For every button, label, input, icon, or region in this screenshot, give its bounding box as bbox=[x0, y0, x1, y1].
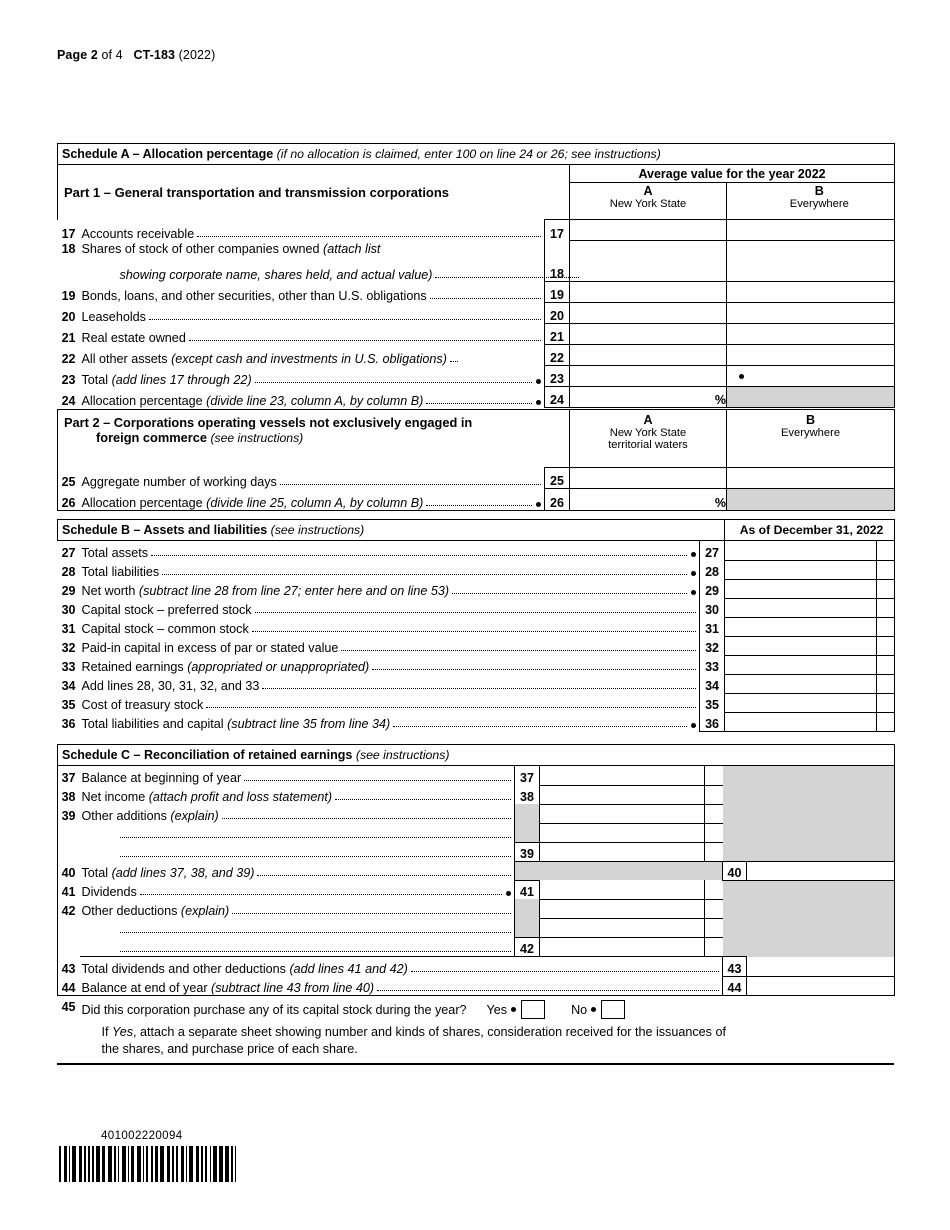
line-19-box: 19 bbox=[545, 282, 570, 303]
line-42-input-2[interactable] bbox=[540, 918, 705, 937]
line-33-input[interactable] bbox=[725, 655, 877, 674]
line-33-box: 33 bbox=[700, 655, 725, 674]
line-24-number: 24 bbox=[61, 393, 76, 408]
line-32-gutter bbox=[877, 636, 895, 655]
line-21-input-b[interactable] bbox=[745, 324, 895, 345]
line-18-label: Shares of stock of other companies owned (attach list bbox=[81, 241, 381, 256]
line-33-number: 33 bbox=[61, 660, 76, 674]
col-b-letter: B bbox=[814, 184, 824, 198]
line-22-input-a[interactable] bbox=[570, 345, 727, 366]
line-20-input-b[interactable] bbox=[745, 303, 895, 324]
col-b-sub: Everywhere bbox=[789, 198, 849, 210]
line-36-gutter bbox=[877, 712, 895, 731]
line-28-bullet bbox=[691, 571, 696, 576]
line-38-number: 38 bbox=[58, 785, 80, 804]
line-41-box: 41 bbox=[515, 880, 540, 899]
page-header bbox=[57, 48, 215, 62]
line-19-gutter bbox=[727, 282, 745, 303]
line-42-gutter-3 bbox=[705, 937, 723, 957]
part2-title-line1: Part 2 – Corporations operating vessels not exclusively engaged in bbox=[64, 415, 473, 430]
line-36-box: 36 bbox=[700, 712, 725, 731]
line-29-bullet bbox=[691, 590, 696, 595]
schedule-b-title-bar bbox=[58, 520, 725, 541]
part2-col-a-sub2: territorial waters bbox=[608, 439, 688, 451]
line-23-col-b-bullet bbox=[739, 374, 744, 379]
line-21-box: 21 bbox=[545, 324, 570, 345]
line-25-label: Aggregate number of working days bbox=[81, 474, 277, 489]
line-35-gutter bbox=[877, 693, 895, 712]
line-24-input-a[interactable] bbox=[570, 387, 727, 408]
line-45-number: 45 bbox=[61, 1000, 76, 1014]
schedule-b-title: Schedule B – Assets and liabilities bbox=[62, 523, 268, 537]
line-29-box: 29 bbox=[700, 579, 725, 598]
line-23-input-b[interactable] bbox=[745, 366, 895, 387]
line-23-number: 23 bbox=[61, 372, 76, 387]
page-of-label: of 4 bbox=[101, 48, 123, 62]
line-39-box-shade-2 bbox=[515, 823, 540, 842]
line-20-label: Leaseholds bbox=[81, 309, 146, 324]
line-45-yes-checkbox[interactable] bbox=[521, 1000, 545, 1019]
line-22-gutter bbox=[727, 345, 745, 366]
line-28-gutter bbox=[877, 560, 895, 579]
line-39-gutter-1 bbox=[705, 804, 723, 823]
line-36-input[interactable] bbox=[725, 712, 877, 731]
barcode-number: 401002220094 bbox=[101, 1130, 183, 1142]
line-34-number: 34 bbox=[61, 679, 76, 693]
page-number-label: Page 2 bbox=[57, 48, 98, 62]
line-38-label: Net income (attach profit and loss statement) bbox=[81, 790, 333, 804]
line-30-box: 30 bbox=[700, 598, 725, 617]
line-37-input[interactable] bbox=[540, 766, 705, 786]
line-20-input-a[interactable] bbox=[570, 303, 727, 324]
line-31-number: 31 bbox=[61, 622, 76, 636]
line-29-label-cell bbox=[80, 579, 700, 598]
line-25-box: 25 bbox=[545, 468, 570, 489]
line-24-box: 24 bbox=[545, 387, 570, 408]
schedule-a-title-bar bbox=[58, 144, 895, 165]
line-27-gutter bbox=[877, 541, 895, 561]
line-20-label-cell bbox=[80, 303, 545, 324]
line-31-input[interactable] bbox=[725, 617, 877, 636]
line-37-number: 37 bbox=[58, 766, 80, 786]
line-24-bullet bbox=[536, 400, 541, 405]
line-40-input[interactable] bbox=[747, 861, 895, 880]
line-42-input-1[interactable] bbox=[540, 899, 705, 918]
line-23-input-a[interactable] bbox=[570, 366, 727, 387]
line-26-input-a[interactable] bbox=[570, 489, 727, 511]
line-26-number: 26 bbox=[58, 489, 80, 511]
line-43-input[interactable] bbox=[747, 957, 895, 977]
line-19-label-cell bbox=[80, 282, 545, 303]
col-a-header bbox=[570, 183, 727, 220]
line-29-input[interactable] bbox=[725, 579, 877, 598]
line-30-label-cell bbox=[80, 598, 700, 617]
line-27-label: Total assets bbox=[81, 546, 148, 560]
col-b-header bbox=[745, 183, 895, 220]
line-35-number: 35 bbox=[61, 698, 76, 712]
line-42-box-shade-2 bbox=[515, 918, 540, 937]
part2-col-b-header bbox=[727, 410, 895, 468]
schedule-c-title-note: (see instructions) bbox=[355, 748, 450, 762]
line-25-label-cell bbox=[80, 468, 545, 489]
line-42-input-3[interactable] bbox=[540, 937, 705, 957]
line-35-box: 35 bbox=[700, 693, 725, 712]
line-30-number: 30 bbox=[61, 603, 76, 617]
line-41-number: 41 bbox=[58, 880, 80, 899]
schedule-a-title: Schedule A – Allocation percentage bbox=[62, 147, 274, 161]
line-19-input-a[interactable] bbox=[570, 282, 727, 303]
line-28-input[interactable] bbox=[725, 560, 877, 579]
part1-title-cell bbox=[58, 165, 570, 220]
line-21-gutter bbox=[727, 324, 745, 345]
line-40-shade-3 bbox=[705, 861, 723, 880]
line-38-input[interactable] bbox=[540, 785, 705, 804]
line-22-input-b[interactable] bbox=[745, 345, 895, 366]
line-19-number: 19 bbox=[61, 288, 76, 303]
line-42-gutter-2 bbox=[705, 918, 723, 937]
line-33-label-cell bbox=[80, 655, 700, 674]
line-25-input-b[interactable] bbox=[727, 468, 895, 489]
line-42-label-cell bbox=[80, 899, 515, 918]
line-32-input[interactable] bbox=[725, 636, 877, 655]
lines-37-39-shaded-right bbox=[747, 766, 895, 862]
line-34-label-cell bbox=[80, 674, 700, 693]
line-45-yes-bullet bbox=[511, 1007, 516, 1012]
line-41-label-cell bbox=[80, 880, 515, 899]
line-39-fill-cell-2[interactable] bbox=[80, 823, 515, 842]
schedule-c-title: Schedule C – Reconciliation of retained earnings bbox=[62, 748, 353, 762]
line-39-number: 39 bbox=[58, 804, 80, 823]
line-25-number: 25 bbox=[58, 468, 80, 489]
line-17-gutter bbox=[727, 220, 745, 241]
line-39-input-1[interactable] bbox=[540, 804, 705, 823]
line-27-box: 27 bbox=[700, 541, 725, 561]
line-39-gutter-3 bbox=[705, 842, 723, 861]
part2-title-cell bbox=[58, 410, 570, 468]
line-43-label: Total dividends and other deductions (add lines 41 and 42) bbox=[81, 962, 408, 976]
line-19-label: Bonds, loans, and other securities, other than U.S. obligations bbox=[81, 288, 427, 303]
line-43-box: 43 bbox=[723, 957, 747, 977]
part2-col-a-header bbox=[570, 410, 727, 468]
line-24-label: Allocation percentage (divide line 23, column A, by column B) bbox=[81, 393, 424, 408]
line-45-label: Did this corporation purchase any of its capital stock during the year? bbox=[81, 1002, 467, 1017]
line-32-label: Paid-in capital in excess of par or stated value bbox=[81, 641, 339, 655]
line-44-label: Balance at end of year (subtract line 43 from line 40) bbox=[81, 981, 375, 995]
line-34-input[interactable] bbox=[725, 674, 877, 693]
schedule-c-title-bar bbox=[58, 745, 895, 766]
line-26-bullet bbox=[536, 502, 541, 507]
line-31-label-cell bbox=[80, 617, 700, 636]
form-year: (2022) bbox=[178, 48, 216, 62]
line-24-shaded-gutter bbox=[727, 387, 745, 408]
avg-value-header: Average value for the year 2022 bbox=[570, 165, 895, 183]
line-42-label: Other deductions (explain) bbox=[81, 904, 230, 918]
line-28-label: Total liabilities bbox=[81, 565, 160, 579]
line-18-label-cell-2 bbox=[80, 261, 545, 282]
line-34-gutter bbox=[877, 674, 895, 693]
line-28-number: 28 bbox=[61, 565, 76, 579]
line-24-percent-sign: % bbox=[714, 393, 726, 407]
line-40-shade-2 bbox=[540, 861, 705, 880]
line-44-number: 44 bbox=[58, 976, 80, 996]
schedule-a-title-note: (if no allocation is claimed, enter 100 on line 24 or 26; see instructions) bbox=[276, 147, 661, 161]
line-45-no-label: No bbox=[571, 1002, 588, 1017]
barcode-image bbox=[59, 1146, 239, 1182]
line-22-box: 22 bbox=[545, 345, 570, 366]
line-20-number: 20 bbox=[61, 309, 76, 324]
line-35-label-cell bbox=[80, 693, 700, 712]
line-36-bullet bbox=[691, 723, 696, 728]
line-36-number: 36 bbox=[61, 717, 76, 731]
line-27-label-cell bbox=[80, 541, 700, 561]
line-31-gutter bbox=[877, 617, 895, 636]
line-39-box-shade-1 bbox=[515, 804, 540, 823]
line-39-label: Other additions (explain) bbox=[81, 809, 219, 823]
line-36-label-cell bbox=[80, 712, 700, 731]
line-27-bullet bbox=[691, 552, 696, 557]
line-34-label: Add lines 28, 30, 31, 32, and 33 bbox=[81, 679, 260, 693]
part2-col-b-sub: Everywhere bbox=[780, 427, 841, 439]
line-41-bullet bbox=[506, 891, 511, 896]
line-32-number: 32 bbox=[61, 641, 76, 655]
col-a-sub: New York State bbox=[609, 198, 687, 210]
line-35-label: Cost of treasury stock bbox=[81, 698, 204, 712]
schedule-a-part1 bbox=[57, 143, 894, 408]
lines-37-39-shaded-left bbox=[723, 766, 747, 862]
schedule-b-asof: As of December 31, 2022 bbox=[725, 520, 895, 541]
line-40-shade-1 bbox=[515, 861, 540, 880]
line-21-input-a[interactable] bbox=[570, 324, 727, 345]
line-45-note-1: If Yes, attach a separate sheet showing number and kinds of shares, consideration received for the issuances of bbox=[101, 1025, 726, 1039]
line-29-label: Net worth (subtract line 28 from line 27; enter here and on line 53) bbox=[81, 584, 450, 598]
line-21-number: 21 bbox=[61, 330, 76, 345]
col-a-letter: A bbox=[643, 184, 653, 198]
line-17-label: Accounts receivable bbox=[81, 226, 195, 241]
form-code: CT-183 bbox=[133, 48, 176, 62]
part2-col-b-letter: B bbox=[805, 413, 816, 427]
part1-title: Part 1 – General transportation and transmission corporations bbox=[64, 184, 450, 200]
schedule-a-part2 bbox=[57, 409, 894, 511]
line-41-gutter bbox=[705, 880, 723, 899]
line-42-box-shade-1 bbox=[515, 899, 540, 918]
line-26-label: Allocation percentage (divide line 25, column A, by column B) bbox=[81, 495, 424, 510]
line-40-label-cell bbox=[80, 861, 515, 880]
line-35-input[interactable] bbox=[725, 693, 877, 712]
line-23-bullet bbox=[536, 379, 541, 384]
line-17-input-a[interactable] bbox=[570, 220, 727, 241]
line-32-label-cell bbox=[80, 636, 700, 655]
line-45-cell bbox=[80, 996, 895, 1020]
line-39-box: 39 bbox=[515, 842, 540, 861]
lines-41-42-shaded-right bbox=[747, 880, 895, 957]
line-18-input-b[interactable] bbox=[745, 241, 895, 282]
line-31-label: Capital stock – common stock bbox=[81, 622, 249, 636]
line-25-input-a[interactable] bbox=[570, 468, 727, 489]
line-23-label-cell bbox=[80, 366, 545, 387]
lines-41-42-shaded-left bbox=[723, 880, 747, 957]
schedule-b-title-note: (see instructions) bbox=[270, 523, 365, 537]
line-30-gutter bbox=[877, 598, 895, 617]
line-29-gutter bbox=[877, 579, 895, 598]
line-45-yes-label: Yes bbox=[486, 1002, 508, 1017]
line-45-no-checkbox[interactable] bbox=[601, 1000, 625, 1019]
line-18-number: 18 bbox=[61, 241, 76, 256]
line-42-gutter-1 bbox=[705, 899, 723, 918]
line-18-gutter bbox=[727, 241, 745, 282]
line-38-gutter bbox=[705, 785, 723, 804]
line-45-note-cell bbox=[80, 1019, 895, 1056]
line-39-input-2[interactable] bbox=[540, 823, 705, 842]
line-18-input-a[interactable] bbox=[570, 241, 727, 282]
line-38-box: 38 bbox=[515, 785, 540, 804]
line-24-shaded-b bbox=[745, 387, 895, 408]
schedule-c bbox=[57, 744, 894, 1056]
line-17-input-b[interactable] bbox=[745, 220, 895, 241]
line-21-label: Real estate owned bbox=[81, 330, 186, 345]
line-37-gutter bbox=[705, 766, 723, 786]
line-40-box: 40 bbox=[723, 861, 747, 880]
line-30-label: Capital stock – preferred stock bbox=[81, 603, 252, 617]
line-21-label-cell bbox=[80, 324, 545, 345]
line-42-fill-cell-2[interactable] bbox=[80, 918, 515, 937]
line-30-input[interactable] bbox=[725, 598, 877, 617]
line-39-fill-cell-3[interactable] bbox=[80, 842, 515, 861]
line-29-number: 29 bbox=[61, 584, 76, 598]
line-23-label: Total (add lines 17 through 22) bbox=[81, 372, 252, 387]
line-17-label-cell bbox=[80, 220, 545, 241]
line-33-label: Retained earnings (appropriated or unappropriated) bbox=[81, 660, 370, 674]
line-27-number: 27 bbox=[61, 546, 76, 560]
line-36-label: Total liabilities and capital (subtract line 35 from line 34) bbox=[81, 717, 391, 731]
schedule-b bbox=[57, 519, 894, 732]
line-44-label-cell bbox=[80, 976, 723, 996]
line-19-input-b[interactable] bbox=[745, 282, 895, 303]
line-17-number: 17 bbox=[61, 226, 76, 241]
line-26-shaded-b bbox=[727, 489, 895, 511]
part2-col-a-sub1: New York State bbox=[609, 427, 687, 439]
line-38-label-cell bbox=[80, 785, 515, 804]
line-42-fill-cell-3[interactable] bbox=[80, 937, 515, 957]
line-22-number: 22 bbox=[61, 351, 76, 366]
line-32-box: 32 bbox=[700, 636, 725, 655]
line-18-label-cont: showing corporate name, shares held, and actual value) bbox=[119, 267, 433, 282]
line-41-label: Dividends bbox=[81, 885, 137, 899]
line-43-label-cell bbox=[80, 957, 723, 977]
line-24-label-cell bbox=[80, 387, 545, 408]
line-28-label-cell bbox=[80, 560, 700, 579]
line-42-number: 42 bbox=[58, 899, 80, 918]
footer-divider bbox=[57, 1063, 894, 1065]
line-40-number: 40 bbox=[58, 861, 80, 880]
line-18-label-cell bbox=[80, 241, 545, 261]
line-44-input[interactable] bbox=[747, 976, 895, 996]
line-41-input[interactable] bbox=[540, 880, 705, 899]
line-22-label-cell bbox=[80, 345, 545, 366]
line-39-label-cell bbox=[80, 804, 515, 823]
line-39-gutter-2 bbox=[705, 823, 723, 842]
line-45-no-bullet bbox=[591, 1007, 596, 1012]
line-20-gutter bbox=[727, 303, 745, 324]
line-17-box: 17 bbox=[545, 220, 570, 241]
line-43-number: 43 bbox=[58, 957, 80, 977]
line-22-label: All other assets (except cash and investments in U.S. obligations) bbox=[81, 351, 447, 366]
line-39-input-3[interactable] bbox=[540, 842, 705, 861]
line-20-box: 20 bbox=[545, 303, 570, 324]
line-26-label-cell bbox=[80, 489, 545, 511]
line-33-gutter bbox=[877, 655, 895, 674]
line-37-label-cell bbox=[80, 766, 515, 786]
line-37-label: Balance at beginning of year bbox=[81, 771, 242, 785]
line-40-label: Total (add lines 37, 38, and 39) bbox=[81, 866, 255, 880]
line-23-box: 23 bbox=[545, 366, 570, 387]
line-28-box: 28 bbox=[700, 560, 725, 579]
line-27-input[interactable] bbox=[725, 541, 877, 561]
line-31-box: 31 bbox=[700, 617, 725, 636]
part2-title-note: (see instructions) bbox=[210, 431, 304, 445]
line-26-box: 26 bbox=[545, 489, 570, 511]
line-18-box-upper bbox=[545, 241, 570, 261]
line-23-gutter bbox=[727, 366, 745, 387]
line-18-box: 18 bbox=[545, 261, 570, 282]
line-34-box: 34 bbox=[700, 674, 725, 693]
line-26-percent-sign: % bbox=[714, 495, 726, 510]
line-42-box: 42 bbox=[515, 937, 540, 957]
line-45-note-2: the shares, and purchase price of each share. bbox=[101, 1042, 358, 1056]
line-44-box: 44 bbox=[723, 976, 747, 996]
part2-title-line2: foreign commerce bbox=[96, 430, 207, 445]
part2-col-a-letter: A bbox=[643, 413, 653, 427]
line-37-box: 37 bbox=[515, 766, 540, 786]
